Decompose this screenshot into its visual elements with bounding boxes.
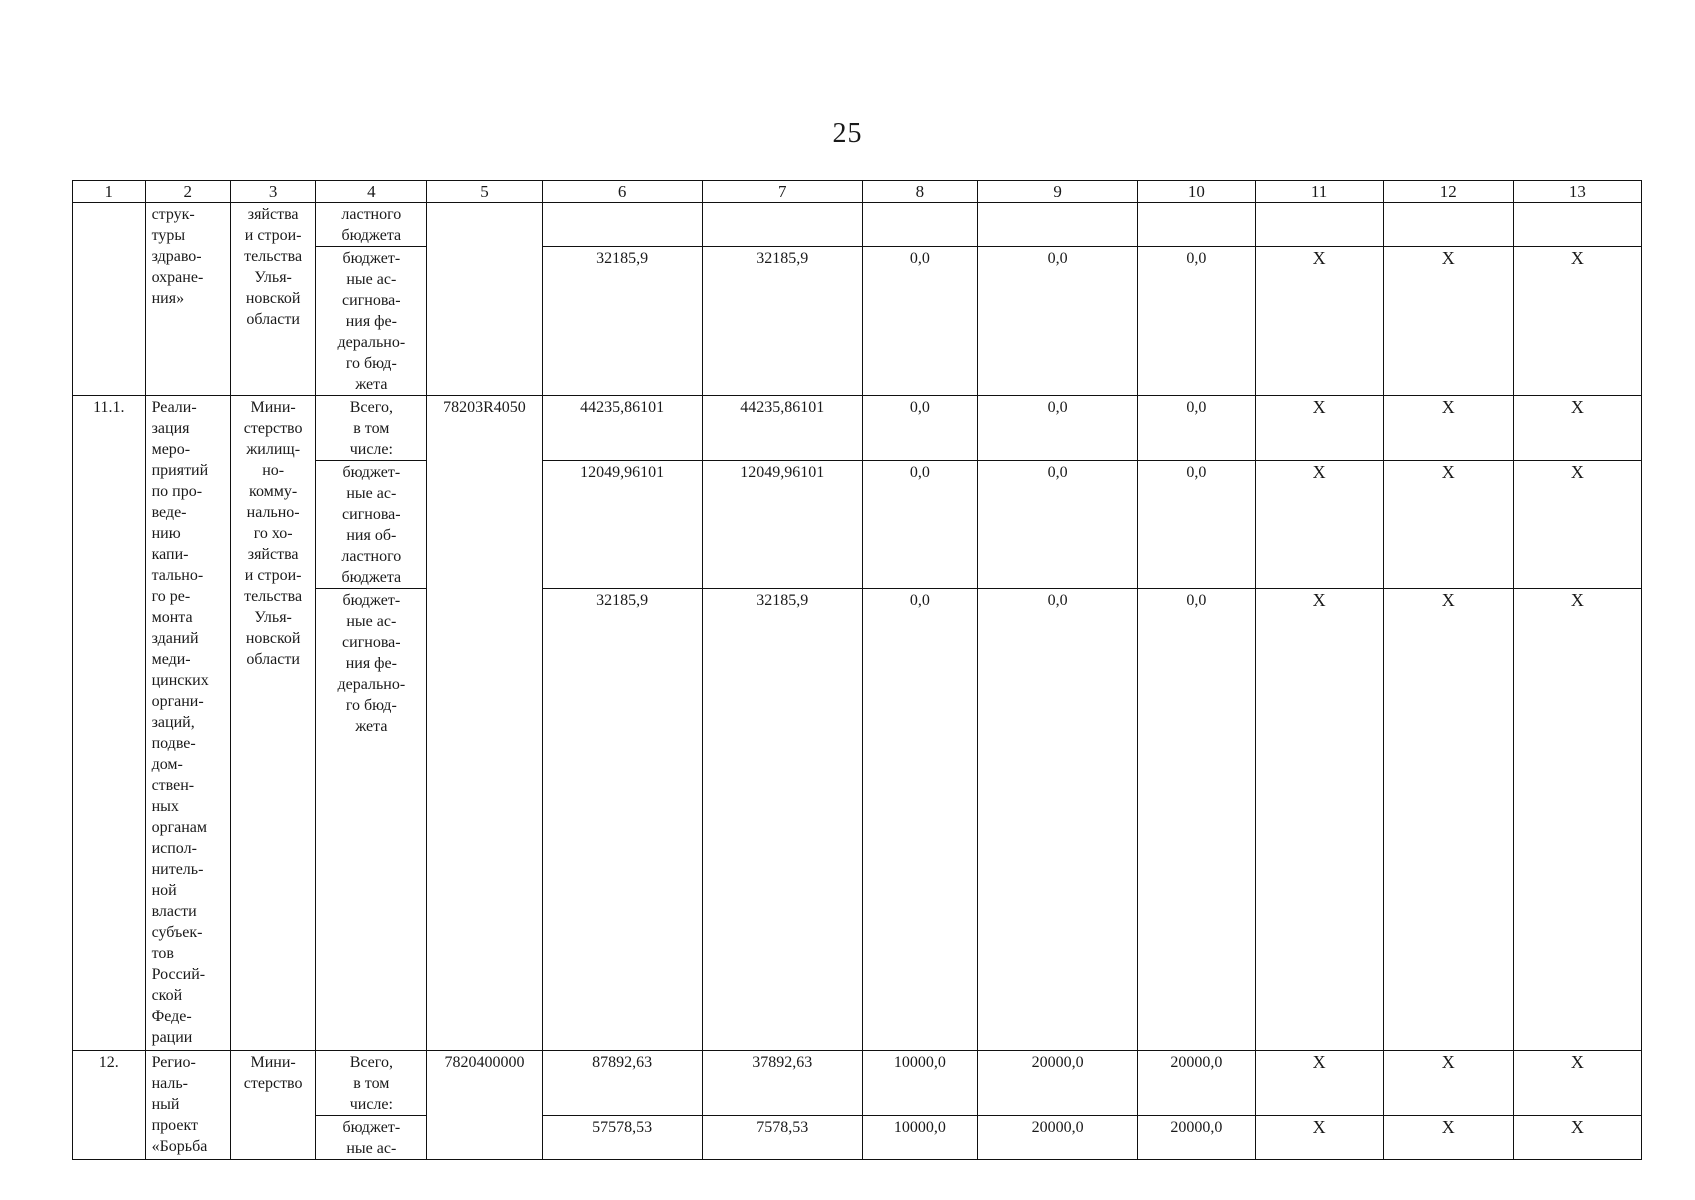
column-header: 9 <box>978 181 1138 203</box>
budget-code-cell: 7820400000 <box>427 1051 542 1160</box>
executor-cell: Мини- стерство жилищ- но- комму- нально- го хо- зяйства и строи- тельства Улья- новской области <box>230 396 315 1051</box>
event-name-cell: Регио- наль- ный проект «Борьба <box>145 1051 230 1160</box>
value-cell: 0,0 <box>978 461 1138 589</box>
value-cell: 0,0 <box>1138 461 1255 589</box>
value-cell: 0,0 <box>978 396 1138 461</box>
value-cell: 20000,0 <box>1138 1051 1255 1116</box>
value-cell: X <box>1513 589 1641 1051</box>
value-cell: X <box>1383 461 1513 589</box>
value-cell: 87892,63 <box>542 1051 702 1116</box>
column-header: 11 <box>1255 181 1383 203</box>
funding-source-cell: бюджет- ные ас- <box>316 1116 427 1160</box>
value-cell: 0,0 <box>978 247 1138 396</box>
value-cell: X <box>1383 589 1513 1051</box>
value-cell: 0,0 <box>862 247 977 396</box>
funding-source-cell: Всего, в том числе: <box>316 1051 427 1116</box>
header-row <box>73 181 1642 203</box>
executor-cell: зяйства и строи- тельства Улья- новской области <box>230 203 315 396</box>
value-cell: 0,0 <box>1138 247 1255 396</box>
value-cell: 44235,86101 <box>542 396 702 461</box>
value-cell: 32185,9 <box>542 247 702 396</box>
value-cell: 20000,0 <box>978 1116 1138 1160</box>
value-cell <box>862 203 977 247</box>
row-number-cell <box>73 203 146 396</box>
value-cell: X <box>1513 396 1641 461</box>
value-cell: 57578,53 <box>542 1116 702 1160</box>
budget-code-cell <box>427 203 542 396</box>
table-row <box>73 1051 1642 1116</box>
value-cell <box>702 203 862 247</box>
table-row <box>73 203 1642 247</box>
value-cell: 32185,9 <box>542 589 702 1051</box>
value-cell: 0,0 <box>862 396 977 461</box>
funding-source-cell: бюджет- ные ас- сигнова- ния фе- дерально- го бюд- жета <box>316 589 427 1051</box>
value-cell <box>1138 203 1255 247</box>
funding-source-cell: Всего, в том числе: <box>316 396 427 461</box>
value-cell: X <box>1255 589 1383 1051</box>
value-cell: X <box>1383 396 1513 461</box>
value-cell: X <box>1255 461 1383 589</box>
value-cell <box>978 203 1138 247</box>
value-cell: 0,0 <box>978 589 1138 1051</box>
value-cell: 12049,96101 <box>702 461 862 589</box>
column-header: 5 <box>427 181 542 203</box>
executor-cell: Мини- стерство <box>230 1051 315 1160</box>
page-number: 25 <box>832 118 863 149</box>
value-cell: 37892,63 <box>702 1051 862 1116</box>
column-header: 7 <box>702 181 862 203</box>
value-cell: X <box>1513 247 1641 396</box>
value-cell: X <box>1255 1051 1383 1116</box>
column-header: 12 <box>1383 181 1513 203</box>
value-cell: X <box>1255 1116 1383 1160</box>
column-header: 10 <box>1138 181 1255 203</box>
value-cell: 12049,96101 <box>542 461 702 589</box>
value-cell: 0,0 <box>1138 589 1255 1051</box>
value-cell <box>1383 203 1513 247</box>
column-header: 6 <box>542 181 702 203</box>
value-cell: 10000,0 <box>862 1116 977 1160</box>
column-header: 4 <box>316 181 427 203</box>
value-cell: X <box>1513 1051 1641 1116</box>
value-cell <box>1513 203 1641 247</box>
column-header: 2 <box>145 181 230 203</box>
row-number-cell: 11.1. <box>73 396 146 1051</box>
budget-code-cell: 78203R4050 <box>427 396 542 1051</box>
value-cell: 32185,9 <box>702 589 862 1051</box>
value-cell: 0,0 <box>862 461 977 589</box>
value-cell: X <box>1255 396 1383 461</box>
value-cell: 32185,9 <box>702 247 862 396</box>
value-cell: 20000,0 <box>1138 1116 1255 1160</box>
funding-source-cell: ластного бюджета <box>316 203 427 247</box>
table-row <box>73 396 1642 461</box>
funding-source-cell: бюджет- ные ас- сигнова- ния об- ластного бюджета <box>316 461 427 589</box>
column-header: 13 <box>1513 181 1641 203</box>
column-header: 1 <box>73 181 146 203</box>
value-cell: X <box>1383 1051 1513 1116</box>
column-header: 3 <box>230 181 315 203</box>
value-cell: 20000,0 <box>978 1051 1138 1116</box>
event-name-cell: струк- туры здраво- охране- ния» <box>145 203 230 396</box>
event-name-cell: Реали- зация меро- приятий по про- веде- нию капи- тально- го ре- монта зданий меди- цинских органи- заций, подве- дом- ствен- ных органам испол- нитель- ной власти субъек- тов Россий- ской Феде- рации <box>145 396 230 1051</box>
row-number-cell: 12. <box>73 1051 146 1160</box>
value-cell: 7578,53 <box>702 1116 862 1160</box>
value-cell: 0,0 <box>1138 396 1255 461</box>
value-cell: X <box>1255 247 1383 396</box>
column-header: 8 <box>862 181 977 203</box>
funding-source-cell: бюджет- ные ас- сигнова- ния фе- дерально- го бюд- жета <box>316 247 427 396</box>
value-cell: X <box>1383 247 1513 396</box>
value-cell: 0,0 <box>862 589 977 1051</box>
value-cell: X <box>1383 1116 1513 1160</box>
value-cell: X <box>1513 461 1641 589</box>
value-cell <box>1255 203 1383 247</box>
value-cell <box>542 203 702 247</box>
value-cell: 44235,86101 <box>702 396 862 461</box>
value-cell: 10000,0 <box>862 1051 977 1116</box>
value-cell: X <box>1513 1116 1641 1160</box>
budget-table <box>72 180 1642 1160</box>
